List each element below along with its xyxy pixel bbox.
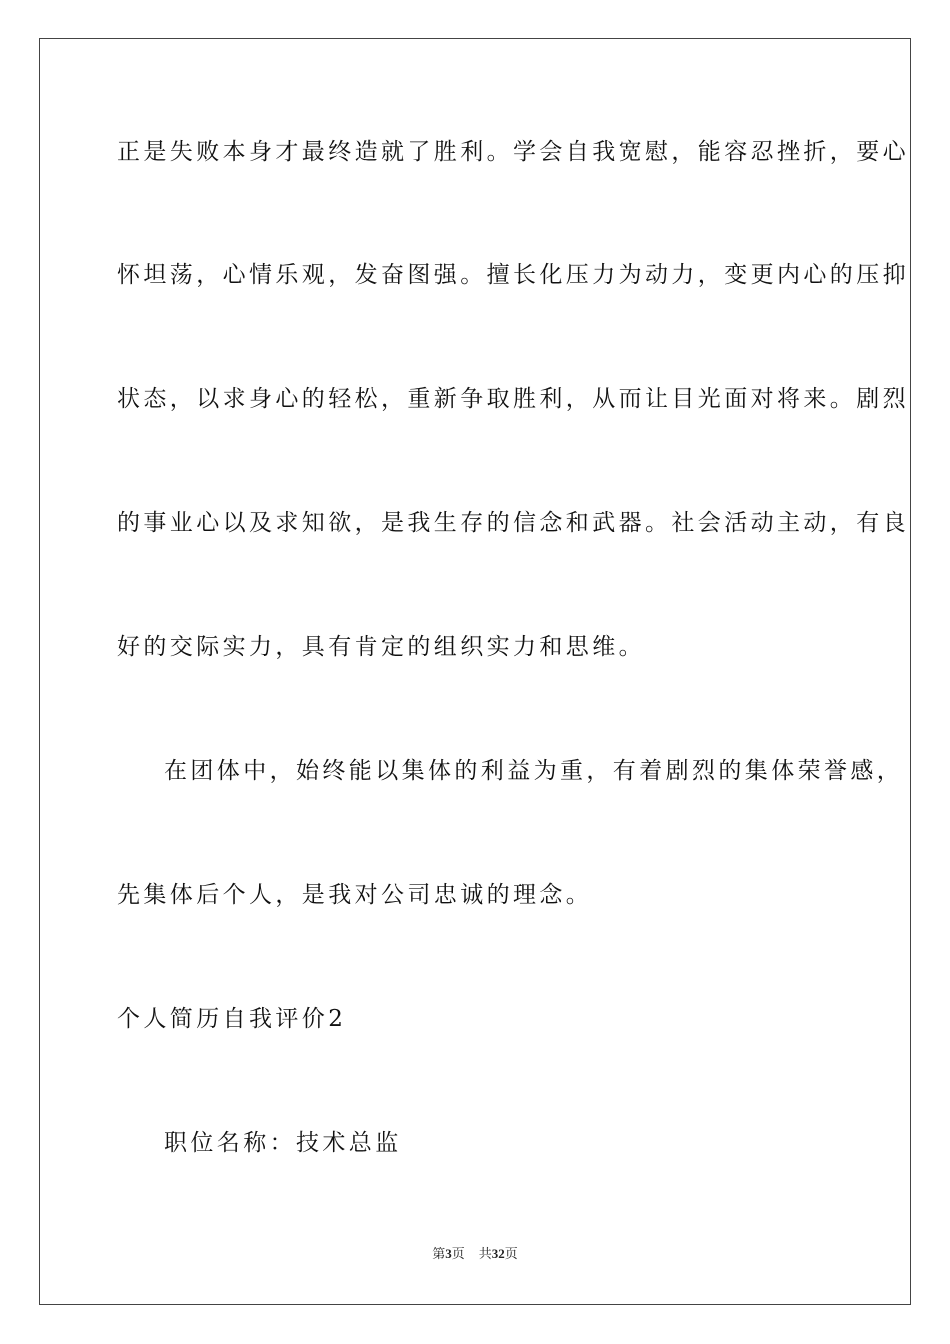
paragraph-line: 好的交际实力，具有肯定的组织实力和思维。 xyxy=(117,634,645,660)
paragraph-line: 怀坦荡，心情乐观，发奋图强。擅长化压力为动力，变更内心的压抑 xyxy=(117,262,909,288)
page-frame xyxy=(39,38,911,1305)
paragraph-line: 先集体后个人，是我对公司忠诚的理念。 xyxy=(117,882,593,908)
page-footer xyxy=(0,1245,950,1264)
footer-total-suffix: 页 xyxy=(504,1247,518,1262)
paragraph-line: 状态，以求身心的轻松，重新争取胜利，从而让目光面对将来。剧烈 xyxy=(117,386,909,412)
paragraph-line: 在团体中，始终能以集体的利益为重，有着剧烈的集体荣誉感， xyxy=(164,758,904,784)
paragraph-line: 的事业心以及求知欲，是我生存的信念和武器。社会活动主动，有良 xyxy=(117,510,909,536)
footer-page-suffix: 页 xyxy=(451,1247,465,1262)
current-page-number: 3 xyxy=(445,1246,452,1261)
paragraph-line: 正是失败本身才最终造就了胜利。学会自我宽慰，能容忍挫折，要心 xyxy=(117,139,909,165)
total-page-count: 32 xyxy=(491,1246,505,1261)
footer-total-prefix: 共 xyxy=(478,1247,492,1262)
section-heading: 个人简历自我评价2 xyxy=(117,1006,347,1032)
job-title-line: 职位名称：技术总监 xyxy=(164,1130,402,1156)
footer-prefix: 第 xyxy=(432,1247,446,1262)
